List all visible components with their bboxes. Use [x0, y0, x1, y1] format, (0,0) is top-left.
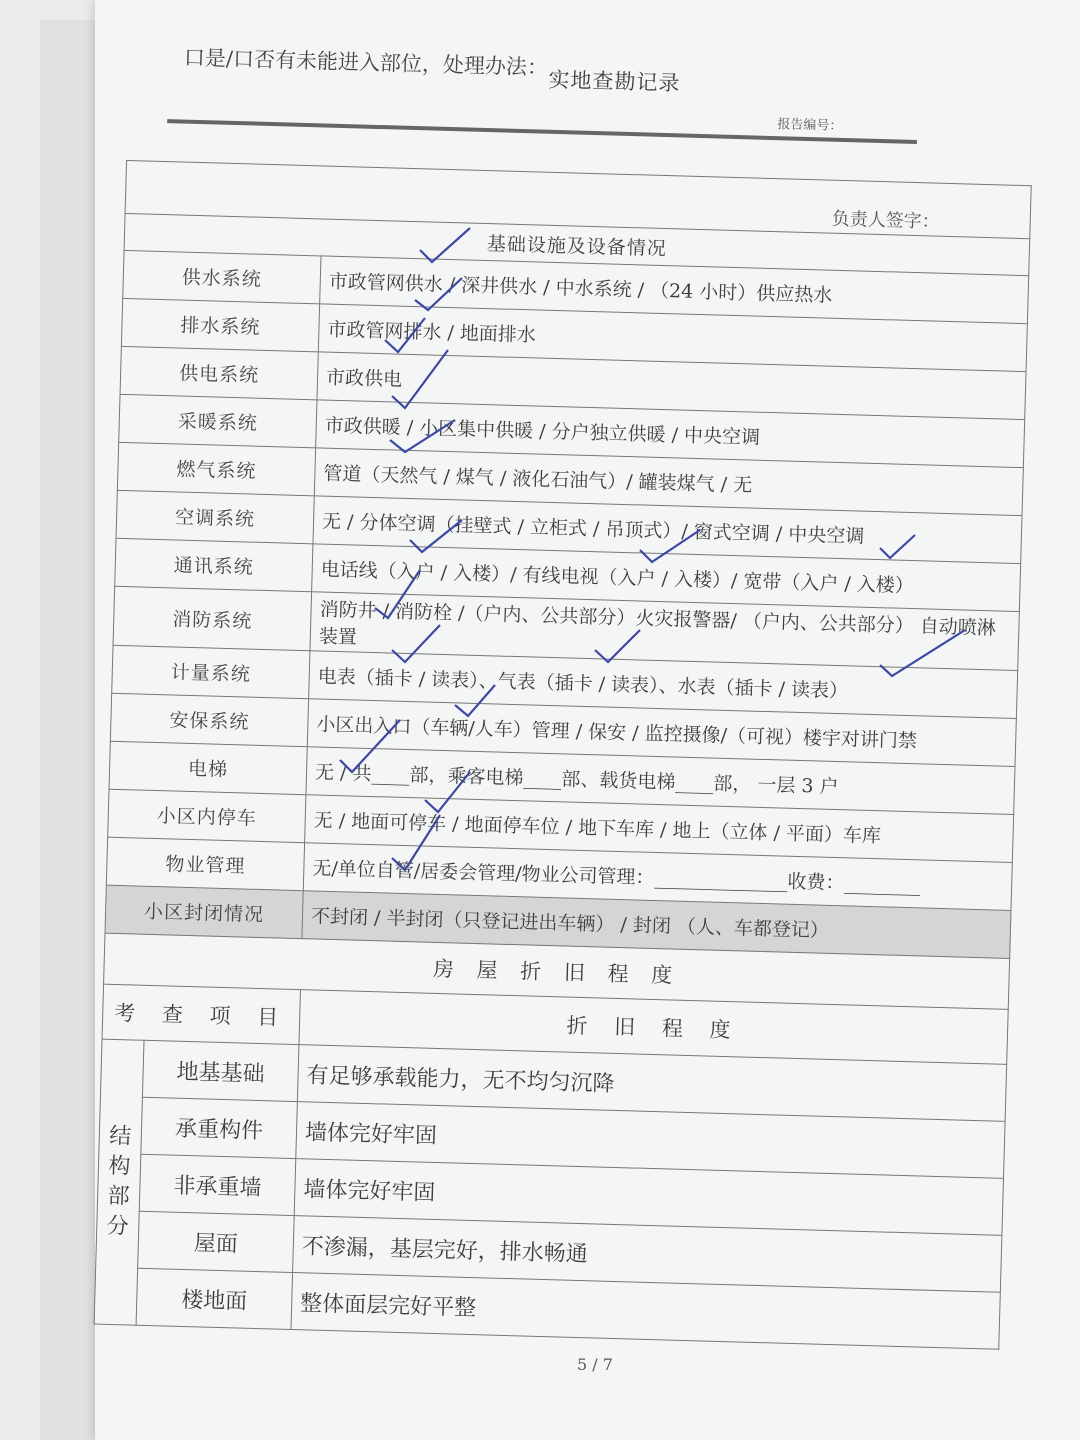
page-title: 实地查勘记录 [548, 67, 681, 96]
facilities-section-title: 基础设施及设备情况 [124, 213, 1030, 275]
column-header-degree: 折 旧 程 度 [299, 990, 1008, 1065]
facility-label: 供电系统 [120, 346, 318, 399]
facility-label: 安保系统 [110, 693, 308, 746]
depreciation-degree: 墙体完好牢固 [296, 1102, 1005, 1179]
depreciation-degree: 不渗漏，基层完好，排水畅通 [293, 1216, 1002, 1293]
facility-value: 消防井 / 消防栓 /（户内、公共部分）火灾报警器/ （户内、公共部分） 自动喷淋装置 [310, 592, 1019, 671]
facility-label: 供水系统 [123, 250, 321, 303]
facility-label: 排水系统 [121, 298, 319, 351]
facility-value: 无 / 地面可停车 / 地面停车位 / 地下车库 / 地上（立体 / 平面）车库 [305, 795, 1014, 863]
facility-label: 消防系统 [113, 586, 312, 650]
inaccessible-areas-note: 口是/口否有未能进入部位，处理办法： [183, 45, 549, 80]
facility-label: 通讯系统 [115, 538, 313, 591]
record-header [126, 20, 1035, 185]
column-header-item: 考 查 项 目 [102, 984, 300, 1044]
depreciation-degree: 墙体完好牢固 [294, 1159, 1003, 1236]
depreciation-degree: 整体面层完好平整 [291, 1273, 1000, 1350]
facility-value: 电表（插卡 / 读表）、气表（插卡 / 读表）、水表（插卡 / 读表） [309, 651, 1018, 719]
facility-label: 计量系统 [112, 645, 310, 698]
survey-record [94, 20, 1035, 1350]
facility-value: 管道（天然气 / 煤气 / 液化石油气）/ 罐装煤气 / 无 [314, 448, 1023, 516]
facility-value: 电话线（入户 / 入楼）/ 有线电视（入户 / 入楼）/ 宽带（入户 / 入楼） [312, 544, 1021, 612]
facility-value: 不封闭 / 半封闭（只登记进出车辆） / 封闭 （人、车都登记） [302, 891, 1011, 959]
facility-value: 市政供电 [317, 352, 1026, 420]
inspection-item: 非承重墙 [139, 1154, 296, 1215]
facility-label: 电梯 [109, 741, 307, 794]
inspection-item: 承重构件 [141, 1097, 298, 1158]
facility-label: 采暖系统 [119, 394, 317, 447]
inspection-item: 屋面 [138, 1211, 295, 1272]
facility-label: 物业管理 [106, 837, 304, 890]
facility-value: 无 / 分体空调（挂壁式 / 立柜式 / 吊顶式）/ 窗式空调 / 中央空调 [313, 496, 1022, 564]
facility-value: 市政管网排水 / 地面排水 [318, 304, 1027, 372]
record-table [94, 160, 1032, 1350]
page-number: 5 / 7 [577, 1355, 613, 1374]
depreciation-degree: 有足够承载能力，无不均匀沉降 [297, 1045, 1006, 1122]
facility-value: 小区出入口（车辆/人车）管理 / 保安 / 监控摄像/（可视）楼宇对讲门禁 [307, 699, 1016, 767]
inspection-item: 地基基础 [142, 1040, 299, 1101]
signature-label: 负责人签字： [831, 208, 940, 233]
report-number-label: 报告编号： [777, 117, 843, 134]
facility-value: 市政管网供水 / 深井供水 / 中水系统 / （24 小时）供应热水 [320, 256, 1029, 324]
facility-value: 无/单位自管/居委会管理/物业公司管理：______________收费：________ [303, 843, 1012, 911]
facility-value: 无 / 共____部，乘客电梯____部、载货电梯____部， 一层 3 户 [306, 747, 1015, 815]
depreciation-section-title: 房 屋 折 旧 程 度 [104, 933, 1010, 1009]
facility-value: 市政供暖 / 小区集中供暖 / 分户独立供暖 / 中央空调 [316, 400, 1025, 468]
facility-label: 燃气系统 [117, 442, 315, 495]
facility-label: 小区封闭情况 [105, 885, 303, 938]
structure-group-label: 结构部分 [94, 1039, 144, 1325]
inspection-item: 楼地面 [136, 1268, 293, 1329]
facility-label: 空调系统 [116, 490, 314, 543]
facility-label: 小区内停车 [108, 789, 306, 842]
